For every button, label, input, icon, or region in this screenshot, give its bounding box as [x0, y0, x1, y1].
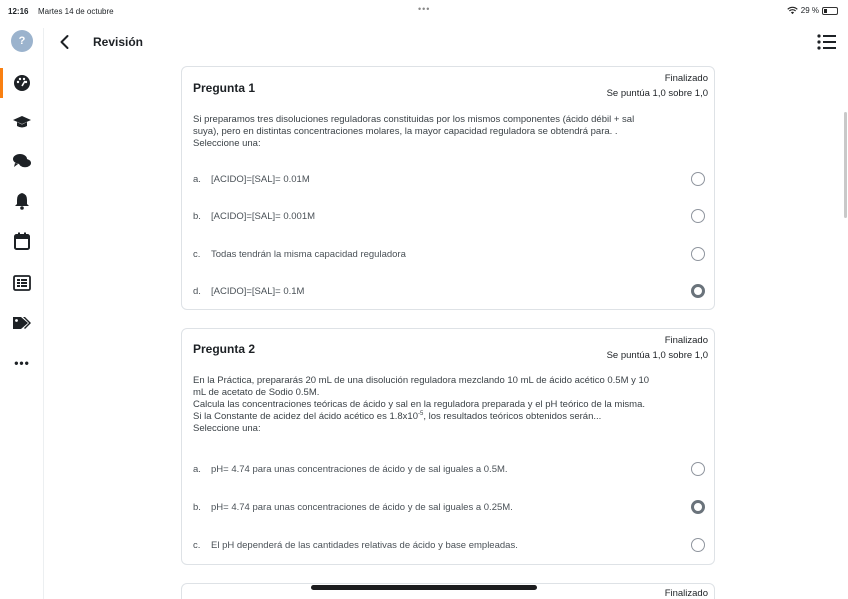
answer-letter: b. [193, 502, 201, 513]
answer-radio[interactable] [691, 172, 705, 186]
messages-icon[interactable] [12, 151, 32, 171]
question-text-line: Si preparamos tres disoluciones reguladoras constituidas por los mismos componentes (ácido débil + sal [193, 114, 635, 125]
question-text-line: Calcula las concentraciones teóricas de ácido y sal en la reguladora preparada y el pH teórico de la misma. [193, 399, 646, 410]
more-icon[interactable]: ••• [14, 356, 30, 370]
multitask-dots[interactable]: ••• [418, 4, 431, 14]
question-title: Pregunta 2 [193, 342, 256, 356]
sidebar-active-indicator [0, 68, 3, 98]
dashboard-icon[interactable] [12, 73, 32, 93]
question-text-line [193, 411, 703, 423]
avatar[interactable]: ? [11, 30, 33, 52]
answer-letter: b. [193, 211, 201, 222]
status-time: 12:16 [8, 7, 29, 16]
question-state: Finalizado [664, 335, 708, 346]
answer-radio[interactable] [691, 500, 705, 514]
grades-icon[interactable] [12, 273, 32, 293]
question-state: Finalizado [664, 73, 708, 84]
answer-option-c[interactable] [193, 245, 705, 265]
answer-text: pH= 4.74 para unas concentraciones de ácido y de sal iguales a 0.5M. [211, 464, 508, 475]
answer-radio[interactable] [691, 247, 705, 261]
question-text-line: suya), pero en distintas concentraciones molares, la mayor capacidad reguladora se obtendrá para. . [193, 126, 618, 137]
calendar-icon[interactable] [12, 231, 32, 251]
home-indicator[interactable] [311, 585, 537, 590]
question-text-part: Si la Constante de acidez del ácido acético es 1.8x10 [193, 411, 418, 422]
question-text-line: Seleccione una: [193, 138, 261, 149]
battery-icon [822, 7, 838, 15]
question-grade: Se puntúa 1,0 sobre 1,0 [606, 350, 708, 361]
question-state: Finalizado [664, 588, 708, 599]
question-text [193, 114, 703, 150]
answer-text: El pH dependerá de las cantidades relativas de ácido y base empleadas. [211, 540, 518, 551]
page-title: Revisión [93, 35, 144, 49]
graduation-cap-icon[interactable] [12, 112, 32, 132]
question-text [193, 375, 703, 435]
list-icon[interactable] [816, 33, 838, 51]
question-text-line: mL de acetato de Sodio 0.5M. [193, 387, 320, 398]
answer-option-b[interactable] [193, 207, 705, 227]
question-card-1 [181, 66, 715, 310]
chevron-left-icon[interactable] [55, 32, 75, 52]
answer-text: [ACIDO]=[SAL]= 0.001M [211, 211, 316, 222]
status-date: Martes 14 de octubre [38, 7, 114, 16]
question-grade: Se puntúa 1,0 sobre 1,0 [606, 88, 708, 99]
answer-letter: d. [193, 286, 201, 297]
answer-text: Todas tendrán la misma capacidad reguladora [211, 249, 406, 260]
answer-text: [ACIDO]=[SAL]= 0.1M [211, 286, 305, 297]
answer-radio[interactable] [691, 284, 705, 298]
status-right [787, 6, 838, 15]
answer-letter: c. [193, 249, 201, 260]
answer-radio[interactable] [691, 209, 705, 223]
question-title: Pregunta 1 [193, 81, 256, 95]
question-text-line: En la Práctica, prepararás 20 mL de una disolución reguladora mezclando 10 mL de ácido acético 0.5M y 10 [193, 375, 650, 386]
answer-radio[interactable] [691, 462, 705, 476]
question-text-part: , los resultados teóricos obtenidos serán... [423, 411, 602, 422]
status-bar [0, 0, 848, 20]
scrollbar[interactable] [844, 112, 847, 218]
exponent: -5 [417, 410, 424, 417]
wifi-icon [787, 6, 798, 15]
answer-radio[interactable] [691, 538, 705, 552]
answer-option-c[interactable] [193, 536, 705, 556]
answer-option-b[interactable] [193, 498, 705, 518]
tags-icon[interactable] [12, 313, 32, 333]
answer-option-a[interactable] [193, 170, 705, 190]
answer-option-a[interactable] [193, 460, 705, 480]
answer-letter: c. [193, 540, 201, 551]
answer-option-d[interactable] [193, 282, 705, 302]
answer-letter: a. [193, 174, 201, 185]
bell-icon[interactable] [12, 191, 32, 211]
sidebar [0, 28, 44, 599]
answer-letter: a. [193, 464, 201, 475]
battery-fill [824, 9, 827, 13]
answer-text: [ACIDO]=[SAL]= 0.01M [211, 174, 310, 185]
question-text-line: Seleccione una: [193, 423, 261, 434]
question-card-2 [181, 328, 715, 565]
battery-text: 29 % [800, 6, 819, 15]
answer-text: pH= 4.74 para unas concentraciones de ácido y de sal iguales a 0.25M. [211, 502, 513, 513]
